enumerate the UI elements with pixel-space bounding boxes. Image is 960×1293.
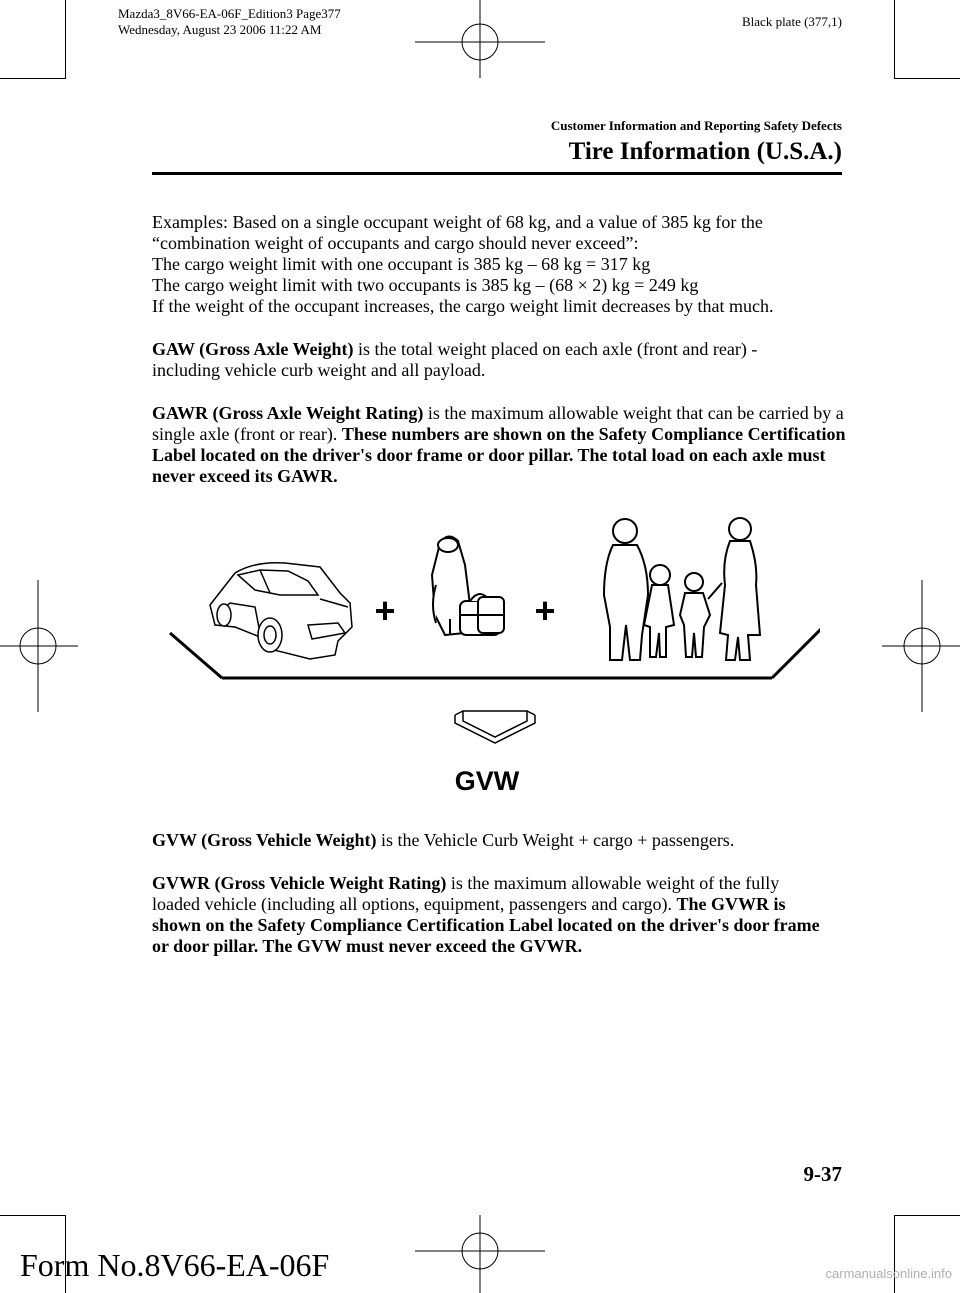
car-icon <box>210 563 352 659</box>
gawr-term: GAWR (Gross Axle Weight Rating) <box>152 403 424 423</box>
examples-line-3: The cargo weight limit with one occupant is 385 kg – 68 kg = 317 kg <box>152 254 651 274</box>
gawr-text: is the maximum allowable weight that can be carried by a single axle (front or rear). <box>152 403 844 444</box>
gvw-paragraph <box>152 830 852 851</box>
gvw-label: GVW <box>454 766 520 796</box>
examples-line-2: “combination weight of occupants and cargo should never exceed”: <box>152 233 639 253</box>
body-text-lower <box>152 830 852 957</box>
print-file-line: Mazda3_8V66-EA-06F_Edition3 Page377 <box>118 6 341 21</box>
gaw-text: is the total weight placed on each axle (front and rear) - including vehicle curb weight and all payload. <box>152 339 758 380</box>
page-number: 9-37 <box>803 1162 842 1186</box>
luggage-icon <box>432 536 505 635</box>
gawr-bold-text: These numbers are shown on the Safety Compliance Certification Label located on the driver's door frame or door pillar. The total load on each axle must never exceed its GAWR. <box>152 424 846 486</box>
page-title: Tire Information (U.S.A.) <box>568 138 842 165</box>
family-icon <box>604 518 760 660</box>
plate-label: Black plate (377,1) <box>742 14 842 29</box>
gvwr-term: GVWR (Gross Vehicle Weight Rating) <box>152 873 447 893</box>
form-number: Form No.8V66-EA-06F <box>20 1247 330 1283</box>
section-label: Customer Information and Reporting Safety Defects <box>550 118 842 133</box>
examples-line-5: If the weight of the occupant increases, the cargo weight limit decreases by that much. <box>152 296 774 316</box>
gaw-term: GAW (Gross Axle Weight) <box>152 339 354 359</box>
gvw-term: GVW (Gross Vehicle Weight) <box>152 830 377 850</box>
plus-sign-2: + <box>534 590 556 631</box>
examples-line-4: The cargo weight limit with two occupants is 385 kg – (68 × 2) kg = 249 kg <box>152 275 699 295</box>
gvwr-text: is the maximum allowable weight of the fully loaded vehicle (including all options, equipment, passengers and cargo). <box>152 873 780 914</box>
body-text-upper <box>152 212 852 487</box>
examples-line-1: Examples: Based on a single occupant weight of 68 kg, and a value of 385 kg for the <box>152 212 763 232</box>
header-rule <box>152 172 842 175</box>
down-arrow-icon <box>455 711 535 743</box>
gaw-paragraph <box>152 339 812 381</box>
gvwr-paragraph <box>152 873 822 957</box>
gvw-figure <box>160 515 820 805</box>
gawr-paragraph <box>152 403 852 487</box>
plus-sign-1: + <box>374 590 396 631</box>
gvw-text: is the Vehicle Curb Weight + cargo + passengers. <box>376 830 735 850</box>
print-info <box>118 6 341 38</box>
gvwr-bold-text: The GVWR is shown on the Safety Compliance Certification Label located on the driver's door frame or door pillar. The GVW must never exceed the GVWR. <box>152 894 820 956</box>
print-date-line: Wednesday, August 23 2006 11:22 AM <box>118 22 322 37</box>
watermark: carmanualsonline.info <box>825 1266 952 1281</box>
